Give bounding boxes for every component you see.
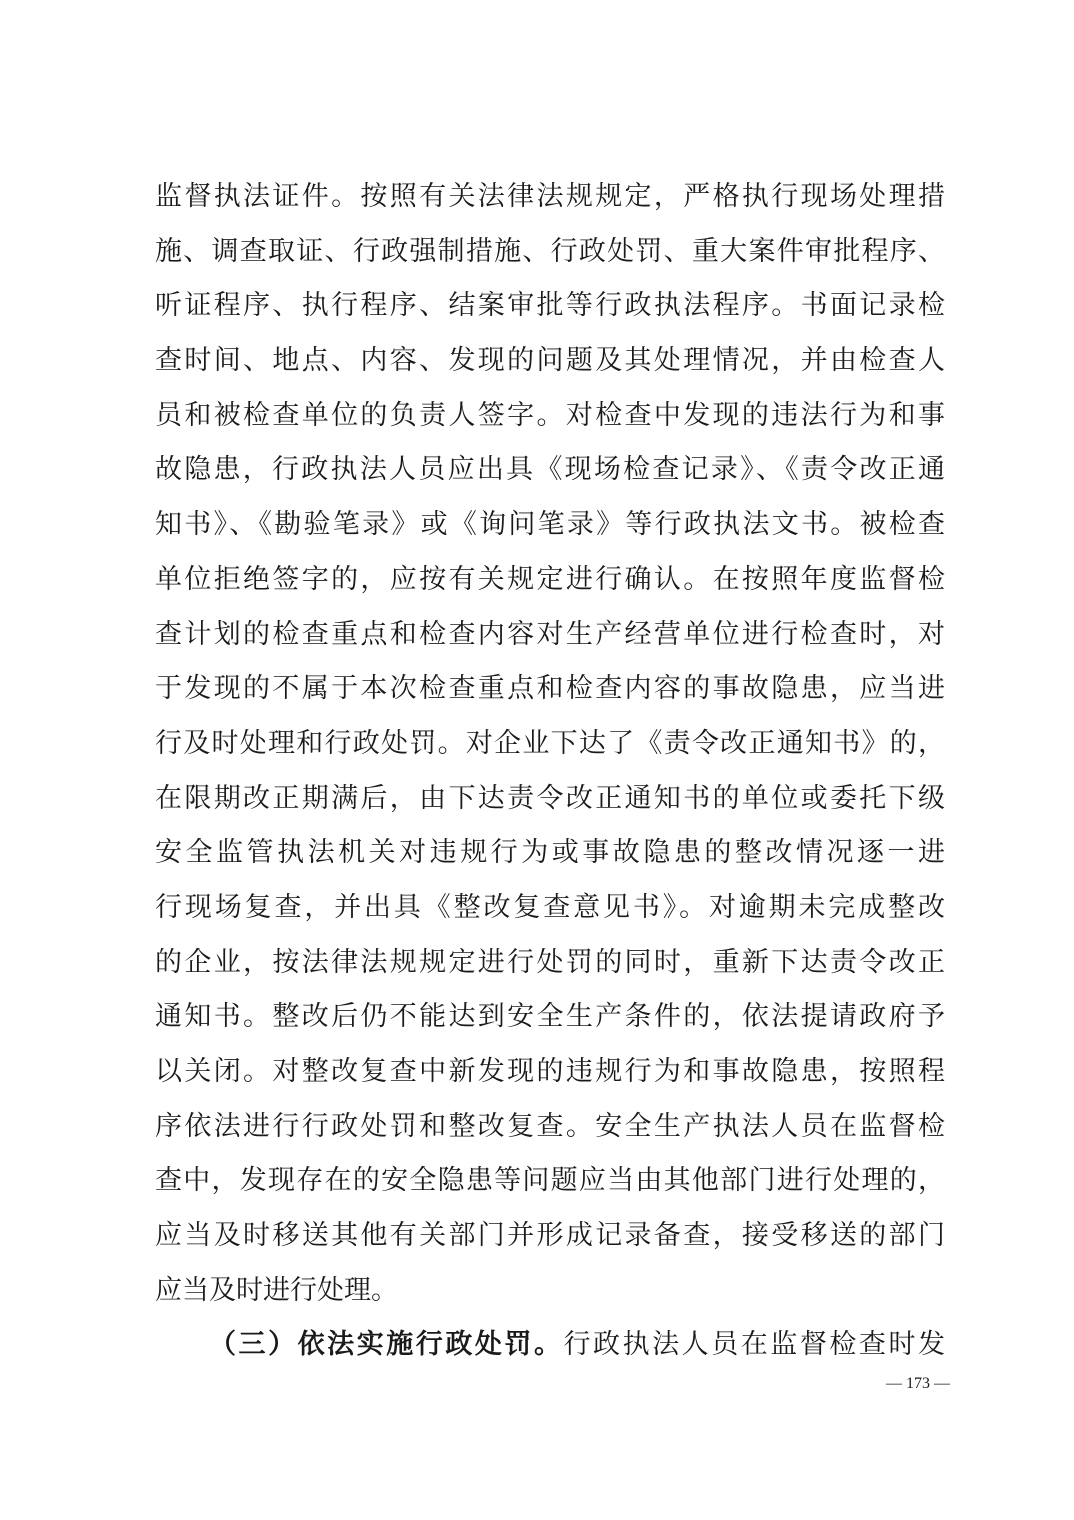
- text-line: 在限期改正期满后，由下达责令改正通知书的单位或委托下级: [155, 782, 945, 814]
- text-line: 于发现的不属于本次检查重点和检查内容的事故隐患，应当进: [155, 673, 945, 705]
- text-line: 查计划的检查重点和检查内容对生产经营单位进行检查时，对: [155, 618, 945, 650]
- section-text: 行政执法人员在监督检查时发: [563, 1329, 945, 1361]
- body-text: [155, 170, 945, 1373]
- text-line: 员和被检查单位的负责人签字。对检查中发现的违法行为和事: [155, 399, 945, 431]
- text-line: 听证程序、执行程序、结案审批等行政执法程序。书面记录检: [155, 290, 945, 322]
- page-number: — 173 —: [886, 1375, 950, 1392]
- text-line: 单位拒绝签字的，应按有关规定进行确认。在按照年度监督检: [155, 563, 945, 595]
- text-line: 以关闭。对整改复查中新发现的违规行为和事故隐患，按照程: [155, 1056, 945, 1087]
- text-line: 知书》、《勘验笔录》或《询问笔录》等行政执法文书。被检查: [155, 509, 945, 541]
- text-line: 的企业，按法律法规规定进行处罚的同时，重新下达责令改正: [155, 946, 945, 978]
- section-heading: （三）依法实施行政处罚。: [209, 1329, 564, 1361]
- text-line: 施、调查取证、行政强制措施、行政处罚、重大案件审批程序、: [155, 235, 945, 267]
- text-line: 安全监管执法机关对违规行为或事故隐患的整改情况逐一进: [155, 837, 945, 869]
- text-line: 查中，发现存在的安全隐患等问题应当由其他部门进行处理的，: [155, 1165, 945, 1197]
- text-line: 序依法进行行政处罚和整改复查。安全生产执法人员在监督检: [155, 1110, 945, 1142]
- text-line: 通知书。整改后仍不能达到安全生产条件的，依法提请政府予: [155, 1001, 945, 1033]
- text-line: 监督执法证件。按照有关法律法规规定，严格执行现场处理措: [155, 181, 945, 212]
- text-line: 行及时处理和行政处罚。对企业下达了《责令改正通知书》的，: [155, 727, 945, 759]
- text-line: 故隐患，行政执法人员应出具《现场检查记录》、《责令改正通: [155, 454, 945, 486]
- section-line: [155, 1318, 945, 1373]
- text-line: 应当及时移送其他有关部门并形成记录备查，接受移送的部门: [155, 1220, 945, 1252]
- text-line: 查时间、地点、内容、发现的问题及其处理情况，并由检查人: [155, 345, 945, 377]
- text-line: 行现场复查，并出具《整改复查意见书》。对逾期未完成整改: [155, 891, 945, 923]
- text-line: 应当及时进行处理。: [155, 1274, 398, 1306]
